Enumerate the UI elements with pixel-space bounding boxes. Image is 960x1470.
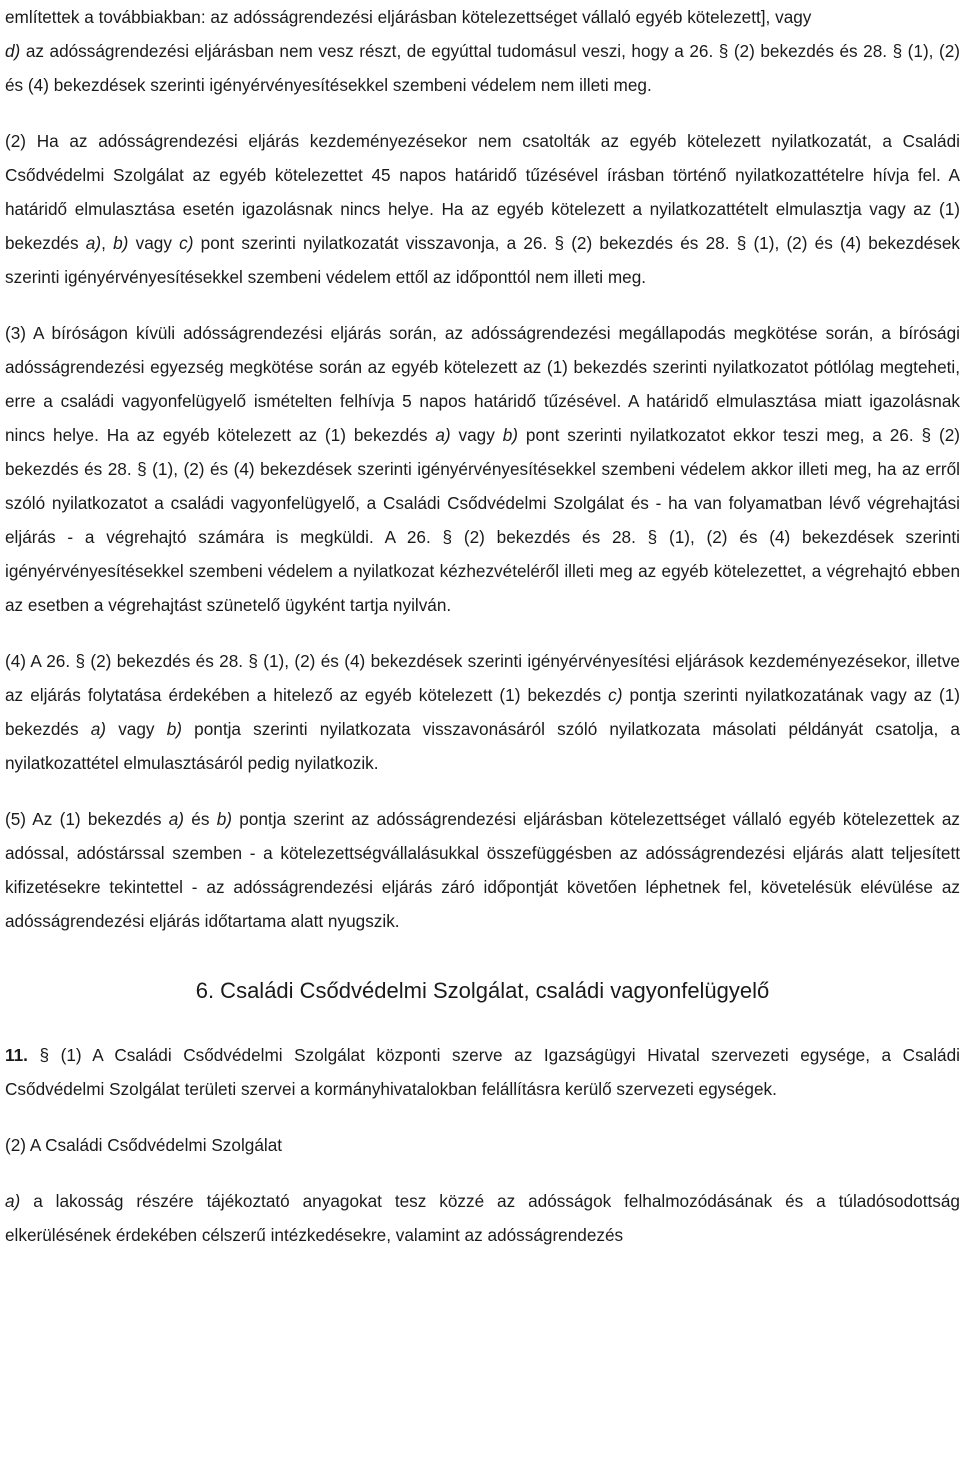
text-run: vagy xyxy=(450,425,503,445)
text-run: pontja szerinti nyilatkozatának vagy az (1) bekezdés xyxy=(5,685,960,739)
text-run: (5) Az (1) bekezdés xyxy=(5,809,169,829)
text-run: 11. xyxy=(5,1045,28,1065)
paragraph-5 xyxy=(5,802,960,938)
text-run: a) xyxy=(168,809,185,829)
text-run: pont szerinti nyilatkozatot ekkor teszi meg, a 26. § (2) bekezdés és 28. § (1), (2) és (4) bekezdések szerinti igényérvényesítésekkel szembeni védelem akkor illeti meg, ha az erről szóló nyilatkozatot a családi vagyonfelügyelő, a Családi Csődvédelmi Szolgálat és - ha van folyamatban lévő végrehajtási eljárás - a végrehajtó számára is megküldi. A 26. § (2) bekezdés és 28. § (1), (2) és (4) bekezdések szerinti igényérvényesítésekkel szembeni védelem a nyilatkozat kézhezvételéről illeti meg az egyéb kötelezettet, a végrehajtó ebben az esetben a végrehajtást szünetelő ügyként tartja nyilván. xyxy=(5,425,960,615)
text-run: pontja szerint az adósságrendezési eljárásban kötelezettséget vállaló egyéb kötelezettek az adóssal, adóstárssal szemben - a kötelezettségvállalásukkal összefüggésben az adósságrendezési eljárás alatt teljesített kifizetésekre tekintettel - az adósságrendezési eljárás záró időpontját követően léphetnek fel, követelésük elévülése az adósságrendezési eljárás időtartama alatt nyugszik. xyxy=(5,809,960,931)
document-page xyxy=(5,0,960,1252)
paragraph-point-d xyxy=(5,34,960,102)
paragraph-continuation: említettek a továbbiakban: az adósságrendezési eljárásban kötelezettséget vállaló egyéb kötelezett], vagy xyxy=(5,7,812,27)
text-run: (2) Ha az adósságrendezési eljárás kezdeményezésekor nem csatolták az egyéb kötelezett nyilatkozatát, a Családi Csődvédelmi Szolgálat az egyéb kötelezettet 45 napos határidő tűzésével írásban történő nyilatkozattételre hívja fel. A határidő elmulasztása esetén igazolásnak nincs helye. Ha az egyéb kötelezett a nyilatkozattételt elmulasztja vagy az (1) bekezdés xyxy=(5,131,960,253)
paragraph-4 xyxy=(5,644,960,780)
text-run: a) xyxy=(85,233,102,253)
text-run: , xyxy=(101,233,114,253)
text-run: d) xyxy=(5,41,21,61)
text-run: vagy xyxy=(128,233,180,253)
text-run: a) xyxy=(90,719,107,739)
paragraph-11-2-a xyxy=(5,1184,960,1252)
text-run: vagy xyxy=(106,719,167,739)
text-run: b) xyxy=(166,719,182,739)
text-run: az adósságrendezési eljárásban nem vesz részt, de egyúttal tudomásul veszi, hogy a 26. § (2) bekezdés és 28. § (1), (2) és (4) bekezdések szerinti igényérvényesítésekkel szembeni védelem nem illeti meg. xyxy=(5,41,960,95)
text-run: b) xyxy=(502,425,519,445)
text-run: b) xyxy=(216,809,232,829)
text-run: b) xyxy=(113,233,129,253)
text-run: és xyxy=(184,809,217,829)
text-run: a) xyxy=(5,1191,21,1211)
text-run: pontja szerinti nyilatkozata visszavonásáról szóló nyilatkozata másolati példányát csatolja, a nyilatkozattétel elmulasztásáról pedig nyilatkozik. xyxy=(5,719,960,773)
section-title: 6. Családi Csődvédelmi Szolgálat, családi vagyonfelügyelő xyxy=(195,978,770,1003)
text-run: c) xyxy=(179,233,194,253)
paragraph-2 xyxy=(5,124,960,294)
text-run: c) xyxy=(608,685,623,705)
text-run: (3) A bíróságon kívüli adósságrendezési eljárás során, az adósságrendezési megállapodás megkötése során, a bírósági adósságrendezési egyezség megkötése során az egyéb kötelezett az (1) bekezdés szerinti nyilatkozatot pótlólag megteheti, erre a családi vagyonfelügyelő ismételten felhívja 5 napos határidő tűzésével. A határidő elmulasztása miatt igazolásnak nincs helye. Ha az egyéb kötelezett az (1) bekezdés xyxy=(5,323,960,445)
paragraph-11-1 xyxy=(5,1038,960,1106)
text-run: (4) A 26. § (2) bekezdés és 28. § (1), (2) és (4) bekezdések szerinti igényérvényesítési eljárások kezdeményezésekor, illetve az eljárás folytatása érdekében a hitelező az egyéb kötelezett (1) bekezdés xyxy=(5,651,960,705)
text-run: a) xyxy=(435,425,451,445)
text-run: § (1) A Családi Csődvédelmi Szolgálat központi szerve az Igazságügyi Hivatal szervezeti egysége, a Családi Csődvédelmi Szolgálat területi szervei a kormányhivatalokban felállításra kerülő szervezeti egységek. xyxy=(5,1045,960,1099)
text-run: pont szerinti nyilatkozatát visszavonja, a 26. § (2) bekezdés és 28. § (1), (2) és (4) bekezdések szerinti igényérvényesítésekkel szembeni védelem ettől az időponttól nem illeti meg. xyxy=(5,233,960,287)
text-run: a lakosság részére tájékoztató anyagokat tesz közzé az adósságok felhalmozódásának és a túladósodottság elkerülésének érdekében célszerű intézkedésekre, valamint az adósságrendezés xyxy=(5,1191,960,1245)
paragraph-3 xyxy=(5,316,960,622)
paragraph-11-2: (2) A Családi Csődvédelmi Szolgálat xyxy=(5,1135,283,1155)
